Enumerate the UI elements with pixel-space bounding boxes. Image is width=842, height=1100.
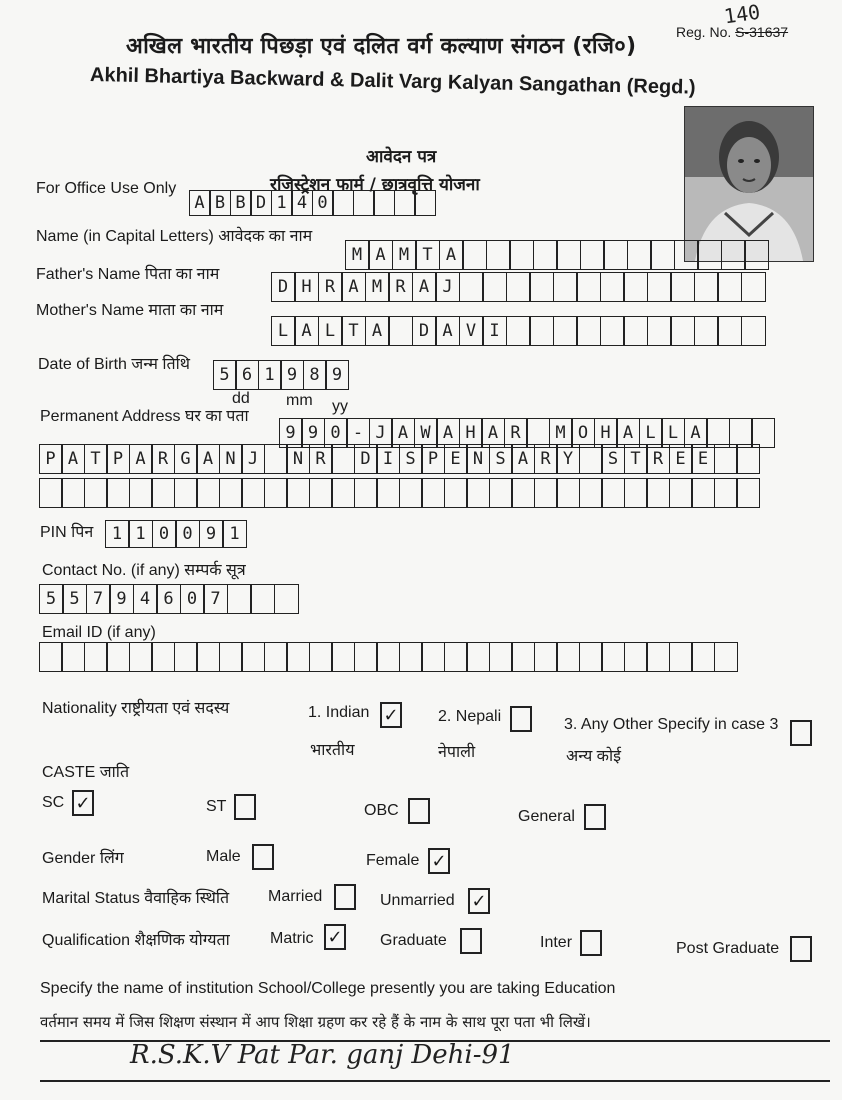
char-box[interactable]: H xyxy=(294,272,319,302)
char-box[interactable] xyxy=(196,478,220,508)
char-box[interactable]: R xyxy=(388,272,413,302)
qualification-matric: Matric xyxy=(270,930,314,947)
char-box[interactable]: J xyxy=(435,272,460,302)
char-box[interactable] xyxy=(466,642,490,672)
char-box[interactable]: A xyxy=(189,190,211,216)
char-box[interactable] xyxy=(509,240,534,270)
char-box[interactable] xyxy=(576,316,601,346)
institution-label-hi: वर्तमान समय में जिस शिक्षण संस्थान में आप शिक्षा ग्रहण कर रहे हैं के नाम के साथ पूरा पता भी लिखें। xyxy=(40,1013,591,1031)
char-box[interactable] xyxy=(106,478,130,508)
char-box[interactable]: L xyxy=(271,316,296,346)
contact-label: Contact No. (if any) सम्पर्क सूत्र xyxy=(42,562,246,579)
mother-name-label: Mother's Name माता का नाम xyxy=(36,302,224,319)
char-box[interactable]: E xyxy=(669,444,693,474)
caste-sc-checkbox[interactable] xyxy=(72,790,94,816)
dob-label: Date of Birth जन्म तिथि xyxy=(38,356,190,373)
char-box[interactable] xyxy=(553,272,578,302)
char-box[interactable] xyxy=(376,642,400,672)
char-box[interactable] xyxy=(376,478,400,508)
char-box[interactable] xyxy=(603,240,628,270)
char-box[interactable]: R xyxy=(646,444,670,474)
caste-obc-checkbox[interactable] xyxy=(408,798,430,824)
char-box[interactable] xyxy=(741,272,766,302)
char-box[interactable] xyxy=(466,478,490,508)
char-box[interactable]: R xyxy=(309,444,333,474)
char-box[interactable]: 0 xyxy=(312,190,334,216)
char-box[interactable]: A xyxy=(294,316,319,346)
char-box[interactable]: M xyxy=(365,272,390,302)
char-box[interactable]: D xyxy=(412,316,437,346)
char-box[interactable]: R xyxy=(534,444,558,474)
char-box[interactable] xyxy=(286,642,310,672)
qualification-post-graduate: Post Graduate xyxy=(676,940,780,957)
nationality-other-hi: अन्य कोई xyxy=(566,748,621,765)
char-box[interactable]: D xyxy=(250,190,272,216)
char-box[interactable]: T xyxy=(415,240,440,270)
char-box[interactable] xyxy=(482,272,507,302)
marital-married-checkbox[interactable] xyxy=(334,884,356,910)
char-box[interactable] xyxy=(534,642,558,672)
char-box[interactable]: A xyxy=(412,272,437,302)
qualification-label: Qualification शैक्षणिक योग्यता xyxy=(42,932,230,949)
char-box[interactable] xyxy=(486,240,511,270)
office-use-label: For Office Use Only xyxy=(36,180,177,197)
form-title-1: आवेदन पत्र xyxy=(366,147,437,167)
char-box[interactable] xyxy=(106,642,130,672)
gender-female-checkbox[interactable] xyxy=(428,848,450,874)
char-box[interactable] xyxy=(511,478,535,508)
char-box[interactable] xyxy=(534,478,558,508)
char-box[interactable]: I xyxy=(376,444,400,474)
char-box[interactable]: - xyxy=(346,418,370,448)
nationality-indian: 1. Indian xyxy=(308,704,370,721)
char-box[interactable] xyxy=(694,316,719,346)
char-box[interactable]: A xyxy=(684,418,708,448)
char-box[interactable] xyxy=(506,272,531,302)
char-box[interactable]: 1 xyxy=(258,360,282,390)
char-box[interactable]: 9 xyxy=(279,418,303,448)
check-mark-icon: ✓ xyxy=(75,792,91,814)
char-box[interactable] xyxy=(669,642,693,672)
char-box[interactable] xyxy=(421,642,445,672)
char-box[interactable]: L xyxy=(661,418,685,448)
char-box[interactable]: B xyxy=(209,190,231,216)
char-box[interactable]: A xyxy=(435,316,460,346)
char-box[interactable] xyxy=(394,190,416,216)
char-box[interactable] xyxy=(353,190,375,216)
char-box[interactable]: 0 xyxy=(324,418,348,448)
char-box[interactable]: V xyxy=(459,316,484,346)
char-box[interactable] xyxy=(627,240,652,270)
char-box[interactable]: A xyxy=(436,418,460,448)
char-box[interactable]: 9 xyxy=(280,360,304,390)
institution-label-en: Specify the name of institution School/College presently you are taking Education xyxy=(40,980,616,997)
char-box[interactable] xyxy=(129,478,153,508)
char-box[interactable]: M xyxy=(392,240,417,270)
char-box[interactable]: W xyxy=(414,418,438,448)
form-title-2: रजिस्ट्रेशन फार्म / छात्रवृत्ति योजना xyxy=(270,175,480,195)
address-line3-boxes[interactable] xyxy=(40,478,760,508)
char-box[interactable]: N xyxy=(466,444,490,474)
char-box[interactable] xyxy=(624,478,648,508)
char-box[interactable]: 9 xyxy=(109,584,134,614)
nationality-other-checkbox[interactable] xyxy=(790,720,812,746)
char-box[interactable]: A xyxy=(341,272,366,302)
dob-dd: dd xyxy=(232,390,250,407)
char-box[interactable] xyxy=(670,272,695,302)
char-box[interactable] xyxy=(174,642,198,672)
char-box[interactable]: D xyxy=(271,272,296,302)
address-label: Permanent Address घर का पता xyxy=(40,408,249,425)
char-box[interactable]: H xyxy=(594,418,618,448)
char-box[interactable]: A xyxy=(61,444,85,474)
char-box[interactable]: I xyxy=(482,316,507,346)
check-mark-icon: ✓ xyxy=(431,850,447,872)
char-box[interactable] xyxy=(309,642,333,672)
char-box[interactable]: 1 xyxy=(222,520,247,548)
char-box[interactable]: G xyxy=(174,444,198,474)
char-box[interactable] xyxy=(373,190,395,216)
reg-no-struck: S-31637 xyxy=(735,24,789,40)
char-box[interactable]: 1 xyxy=(128,520,153,548)
marital-unmarried: Unmarried xyxy=(380,892,455,909)
char-box[interactable] xyxy=(717,316,742,346)
gender-male-checkbox[interactable] xyxy=(252,844,274,870)
check-mark-icon: ✓ xyxy=(383,704,399,726)
char-box[interactable]: 9 xyxy=(301,418,325,448)
char-box[interactable]: S xyxy=(489,444,513,474)
char-box[interactable]: A xyxy=(129,444,153,474)
char-box[interactable]: 6 xyxy=(235,360,259,390)
char-box[interactable]: A xyxy=(439,240,464,270)
char-box[interactable]: A xyxy=(391,418,415,448)
char-box[interactable] xyxy=(399,642,423,672)
char-box[interactable]: 7 xyxy=(86,584,111,614)
char-box[interactable]: N xyxy=(219,444,243,474)
char-box[interactable]: 5 xyxy=(39,584,64,614)
char-box[interactable]: J xyxy=(241,444,265,474)
char-box[interactable] xyxy=(354,642,378,672)
char-box[interactable] xyxy=(489,478,513,508)
char-box[interactable] xyxy=(647,316,672,346)
char-box[interactable]: 0 xyxy=(175,520,200,548)
char-box[interactable] xyxy=(601,478,625,508)
char-box[interactable] xyxy=(579,642,603,672)
check-mark-icon: ✓ xyxy=(471,890,487,912)
char-box[interactable]: 5 xyxy=(213,360,237,390)
char-box[interactable] xyxy=(556,240,581,270)
char-box[interactable] xyxy=(600,272,625,302)
char-box[interactable]: T xyxy=(84,444,108,474)
char-box[interactable] xyxy=(714,642,738,672)
char-box[interactable] xyxy=(533,240,558,270)
char-box[interactable] xyxy=(647,272,672,302)
char-box[interactable]: 7 xyxy=(203,584,228,614)
char-box[interactable]: R xyxy=(318,272,343,302)
char-box[interactable] xyxy=(61,642,85,672)
office-use-boxes xyxy=(190,190,436,216)
char-box[interactable] xyxy=(129,642,153,672)
char-box[interactable]: 1 xyxy=(271,190,293,216)
father-name-boxes[interactable] xyxy=(272,272,766,302)
char-box[interactable] xyxy=(529,272,554,302)
char-box[interactable] xyxy=(717,272,742,302)
char-box[interactable] xyxy=(264,642,288,672)
reg-no-label: Reg. No. xyxy=(676,24,732,40)
institution-line-2 xyxy=(40,1080,830,1082)
char-box[interactable] xyxy=(399,478,423,508)
char-box[interactable] xyxy=(174,478,198,508)
char-box[interactable]: S xyxy=(399,444,423,474)
gender-female: Female xyxy=(366,852,420,869)
char-box[interactable] xyxy=(601,642,625,672)
char-box[interactable]: 8 xyxy=(303,360,327,390)
institution-value[interactable]: R.S.K.V Pat Par. ganj Dehi-91 xyxy=(130,1040,515,1070)
char-box[interactable]: 9 xyxy=(199,520,224,548)
char-box[interactable] xyxy=(241,478,265,508)
char-box[interactable] xyxy=(624,642,648,672)
org-name-english: Akhil Bhartiya Backward & Dalit Varg Kalyan Sangathan (Regd.) xyxy=(89,64,696,99)
char-box[interactable] xyxy=(331,642,355,672)
char-box[interactable]: L xyxy=(318,316,343,346)
nationality-label: Nationality राष्ट्रीयता एवं सदस्य xyxy=(42,700,230,717)
marital-label: Marital Status वैवाहिक स्थिति xyxy=(42,890,230,907)
char-box[interactable] xyxy=(84,478,108,508)
char-box[interactable] xyxy=(462,240,487,270)
char-box[interactable] xyxy=(736,478,760,508)
char-box[interactable] xyxy=(309,478,333,508)
char-box[interactable]: D xyxy=(354,444,378,474)
char-box[interactable] xyxy=(623,316,648,346)
char-box[interactable] xyxy=(650,240,675,270)
char-box[interactable]: A xyxy=(511,444,535,474)
nationality-nepali: 2. Nepali xyxy=(438,708,502,725)
nationality-other: 3. Any Other Specify in case 3 xyxy=(564,716,779,733)
char-box[interactable] xyxy=(332,190,354,216)
char-box[interactable] xyxy=(39,478,63,508)
char-box[interactable] xyxy=(196,642,220,672)
char-box[interactable] xyxy=(264,478,288,508)
char-box[interactable]: L xyxy=(639,418,663,448)
pin-label: PIN पिन xyxy=(40,524,94,541)
char-box[interactable] xyxy=(511,642,535,672)
org-name-hindi: अखिल भारतीय पिछड़ा एवं दलित वर्ग कल्याण संगठन (रजि०) xyxy=(126,34,637,59)
gender-label: Gender लिंग xyxy=(42,850,124,867)
name-boxes[interactable] xyxy=(346,240,769,270)
char-box[interactable]: 1 xyxy=(105,520,130,548)
char-box[interactable] xyxy=(744,240,769,270)
char-box[interactable] xyxy=(227,584,252,614)
name-label: Name (in Capital Letters) आवेदक का नाम xyxy=(36,228,313,245)
check-mark-icon: ✓ xyxy=(327,926,343,948)
char-box[interactable] xyxy=(623,272,648,302)
char-box[interactable]: A xyxy=(365,316,390,346)
char-box[interactable]: A xyxy=(196,444,220,474)
dob-mm: mm xyxy=(286,392,313,409)
char-box[interactable]: 4 xyxy=(291,190,313,216)
qualification-matric-checkbox[interactable] xyxy=(324,924,346,950)
nationality-indian-hi: भारतीय xyxy=(310,742,355,759)
char-box[interactable] xyxy=(600,316,625,346)
caste-obc: OBC xyxy=(364,802,399,819)
char-box[interactable] xyxy=(691,642,715,672)
caste-general-checkbox[interactable] xyxy=(584,804,606,830)
dob-yy: yy xyxy=(332,398,348,415)
pin-boxes[interactable] xyxy=(106,520,247,548)
char-box[interactable] xyxy=(691,478,715,508)
char-box[interactable] xyxy=(741,316,766,346)
char-box[interactable]: 5 xyxy=(62,584,87,614)
char-box[interactable]: A xyxy=(616,418,640,448)
char-box[interactable] xyxy=(579,444,603,474)
char-box[interactable] xyxy=(553,316,578,346)
char-box[interactable] xyxy=(151,642,175,672)
address-line2-boxes[interactable] xyxy=(40,444,760,474)
char-box[interactable] xyxy=(219,642,243,672)
char-box[interactable] xyxy=(250,584,275,614)
char-box[interactable] xyxy=(219,478,243,508)
char-box[interactable] xyxy=(721,240,746,270)
char-box[interactable]: R xyxy=(504,418,528,448)
char-box[interactable]: 0 xyxy=(152,520,177,548)
nationality-indian-checkbox[interactable] xyxy=(380,702,402,728)
char-box[interactable]: 4 xyxy=(133,584,158,614)
char-box[interactable]: P xyxy=(421,444,445,474)
char-box[interactable]: Y xyxy=(556,444,580,474)
char-box[interactable]: R xyxy=(151,444,175,474)
char-box[interactable] xyxy=(714,478,738,508)
char-box[interactable]: P xyxy=(39,444,63,474)
nationality-nepali-checkbox[interactable] xyxy=(510,706,532,732)
char-box[interactable] xyxy=(388,316,413,346)
char-box[interactable] xyxy=(459,272,484,302)
char-box[interactable]: 6 xyxy=(156,584,181,614)
gender-male: Male xyxy=(206,848,241,865)
char-box[interactable]: S xyxy=(601,444,625,474)
marital-married: Married xyxy=(268,888,323,905)
char-box[interactable] xyxy=(736,444,760,474)
applicant-photo xyxy=(684,106,814,262)
char-box[interactable] xyxy=(694,272,719,302)
char-box[interactable] xyxy=(444,478,468,508)
qualification-graduate-checkbox[interactable] xyxy=(460,928,482,954)
caste-label: CASTE जाति xyxy=(42,764,130,781)
char-box[interactable]: H xyxy=(459,418,483,448)
char-box[interactable] xyxy=(670,316,695,346)
char-box[interactable] xyxy=(84,642,108,672)
caste-st: ST xyxy=(206,798,227,815)
char-box[interactable] xyxy=(286,478,310,508)
char-box[interactable] xyxy=(674,240,699,270)
char-box[interactable]: M xyxy=(549,418,573,448)
caste-sc: SC xyxy=(42,794,65,811)
qualification-post-graduate-checkbox[interactable] xyxy=(790,936,812,962)
char-box[interactable] xyxy=(646,478,670,508)
reg-no-handwritten: 140 xyxy=(722,0,762,29)
char-box[interactable] xyxy=(241,642,265,672)
char-box[interactable] xyxy=(151,478,175,508)
char-box[interactable] xyxy=(61,478,85,508)
char-box[interactable] xyxy=(264,444,288,474)
char-box[interactable] xyxy=(489,642,513,672)
char-box[interactable]: O xyxy=(571,418,595,448)
char-box[interactable] xyxy=(331,478,355,508)
char-box[interactable]: J xyxy=(369,418,393,448)
char-box[interactable]: 0 xyxy=(180,584,205,614)
char-box[interactable] xyxy=(421,478,445,508)
dob-boxes[interactable] xyxy=(214,360,349,390)
char-box[interactable]: N xyxy=(286,444,310,474)
char-box[interactable]: T xyxy=(341,316,366,346)
char-box[interactable] xyxy=(414,190,436,216)
char-box[interactable] xyxy=(714,444,738,474)
char-box[interactable] xyxy=(669,478,693,508)
father-name-label: Father's Name पिता का नाम xyxy=(36,266,220,283)
qualification-graduate: Graduate xyxy=(380,932,447,949)
char-box[interactable]: M xyxy=(345,240,370,270)
char-box[interactable]: E xyxy=(691,444,715,474)
char-box[interactable] xyxy=(576,272,601,302)
mother-name-boxes[interactable] xyxy=(272,316,766,346)
qualification-inter: Inter xyxy=(540,934,573,951)
nationality-nepali-hi: नेपाली xyxy=(438,744,476,761)
char-box[interactable]: E xyxy=(444,444,468,474)
char-box[interactable] xyxy=(39,642,63,672)
char-box[interactable] xyxy=(697,240,722,270)
char-box[interactable]: P xyxy=(106,444,130,474)
char-box[interactable] xyxy=(556,478,580,508)
caste-st-checkbox[interactable] xyxy=(234,794,256,820)
char-box[interactable]: 9 xyxy=(325,360,349,390)
char-box[interactable] xyxy=(354,478,378,508)
char-box[interactable] xyxy=(529,316,554,346)
char-box[interactable] xyxy=(506,316,531,346)
email-boxes[interactable] xyxy=(40,642,738,672)
contact-boxes[interactable] xyxy=(40,584,299,614)
char-box[interactable]: A xyxy=(481,418,505,448)
char-box[interactable] xyxy=(646,642,670,672)
caste-general: General xyxy=(518,808,575,825)
char-box[interactable] xyxy=(274,584,299,614)
char-box[interactable]: B xyxy=(230,190,252,216)
char-box[interactable] xyxy=(444,642,468,672)
char-box[interactable]: A xyxy=(368,240,393,270)
char-box[interactable] xyxy=(331,444,355,474)
char-box[interactable] xyxy=(579,478,603,508)
char-box[interactable]: T xyxy=(624,444,648,474)
char-box[interactable] xyxy=(556,642,580,672)
qualification-inter-checkbox[interactable] xyxy=(580,930,602,956)
char-box[interactable] xyxy=(580,240,605,270)
marital-unmarried-checkbox[interactable] xyxy=(468,888,490,914)
email-label: Email ID (if any) xyxy=(42,624,156,641)
